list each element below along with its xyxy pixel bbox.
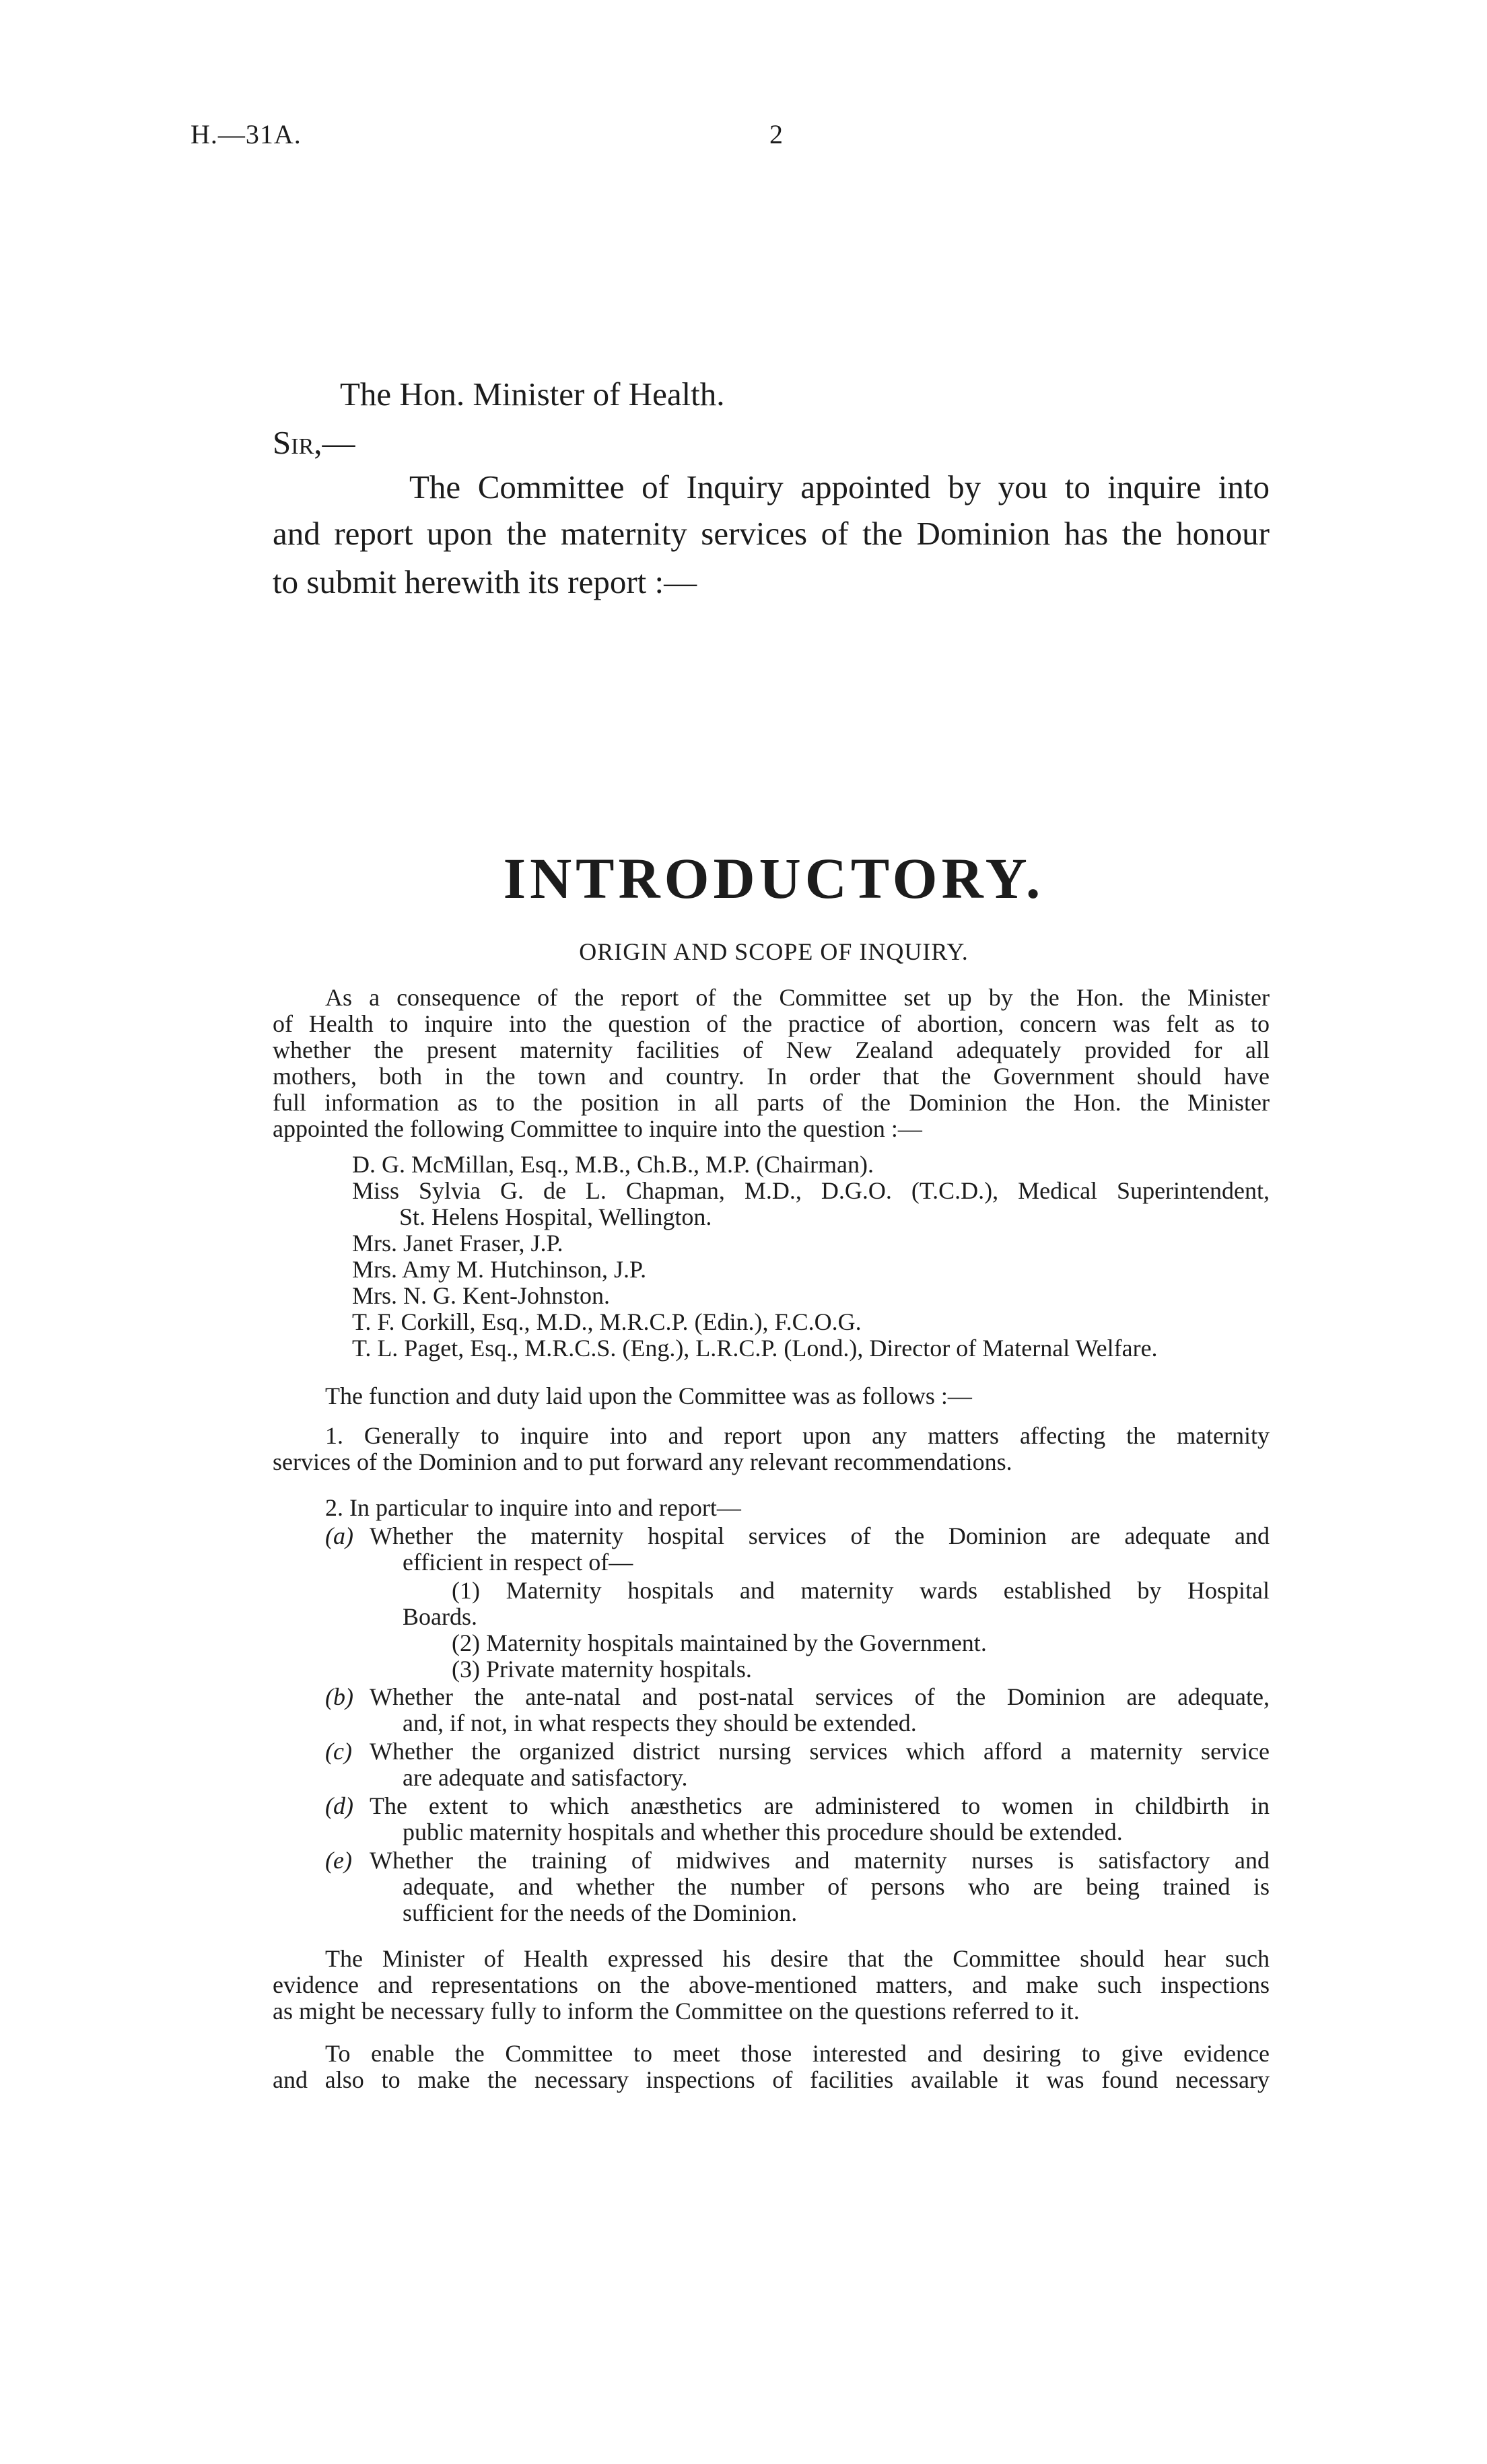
item-d-label: (d) — [325, 1792, 353, 1819]
addressee: The Hon. Minister of Health. — [340, 376, 725, 413]
member-entry: Mrs. Janet Fraser, J.P. — [352, 1230, 563, 1257]
closing-1-line: The Minister of Health expressed his desire that the Committee should hear such — [325, 1945, 1270, 1972]
intro-line: appointed the following Committee to inquire into the question :— — [273, 1115, 922, 1142]
item-e-line: sufficient for the needs of the Dominion. — [403, 1899, 798, 1926]
item-1-line: 1. Generally to inquire into and report upon any matters affecting the maternity — [325, 1422, 1270, 1449]
item-a-line: Whether the maternity hospital services of the Dominion are adequate and — [370, 1522, 1270, 1549]
item-e-label: (e) — [325, 1847, 352, 1874]
member-entry: Mrs. Amy M. Hutchinson, J.P. — [352, 1256, 647, 1283]
item-d-line: The extent to which anæsthetics are administered to women in childbirth in — [370, 1792, 1270, 1819]
item-2-intro: 2. In particular to inquire into and report— — [325, 1494, 741, 1521]
member-entry: D. G. McMillan, Esq., M.B., Ch.B., M.P. (Chairman). — [352, 1151, 874, 1178]
item-a2: (2) Maternity hospitals maintained by the Government. — [452, 1629, 987, 1656]
item-b-line: Whether the ante-natal and post-natal services of the Dominion are adequate, — [370, 1683, 1270, 1710]
item-c-label: (c) — [325, 1738, 352, 1765]
item-a-label: (a) — [325, 1522, 353, 1549]
item-e-line: Whether the training of midwives and maternity nurses is satisfactory and — [370, 1847, 1270, 1874]
closing-2-line: To enable the Committee to meet those interested and desiring to give evidence — [325, 2040, 1270, 2067]
section-title: INTRODUCTORY. — [503, 846, 1045, 911]
member-entry: Miss Sylvia G. de L. Chapman, M.D., D.G.O. (T.C.D.), Medical Superintendent, — [352, 1177, 1270, 1204]
item-a1-line: Boards. — [403, 1603, 477, 1630]
intro-line: whether the present maternity facilities of New Zealand adequately provided for all — [273, 1036, 1270, 1063]
document-reference: H.—31A. — [191, 119, 302, 149]
closing-1-line: as might be necessary fully to inform the Committee on the questions referred to it. — [273, 1998, 1080, 2025]
member-entry: T. L. Paget, Esq., M.R.C.S. (Eng.), L.R.C.P. (Lond.), Director of Maternal Welfare. — [352, 1335, 1158, 1362]
page-number: 2 — [769, 119, 784, 149]
member-entry: Mrs. N. G. Kent-Johnston. — [352, 1282, 610, 1309]
item-a-line: efficient in respect of— — [403, 1549, 633, 1576]
letter-line-3: to submit herewith its report :— — [273, 563, 697, 600]
intro-line: full information as to the position in all parts of the Dominion the Hon. the Minister — [273, 1089, 1270, 1116]
item-1-line: services of the Dominion and to put forward any relevant recommendations. — [273, 1448, 1012, 1475]
intro-line: mothers, both in the town and country. In order that the Government should have — [273, 1063, 1270, 1090]
closing-1-line: evidence and representations on the above-mentioned matters, and make such inspections — [273, 1971, 1270, 1998]
letter-line-1: The Committee of Inquiry appointed by you to inquire into — [409, 468, 1270, 505]
intro-line: of Health to inquire into the question of the practice of abortion, concern was felt as to — [273, 1010, 1270, 1037]
member-entry: T. F. Corkill, Esq., M.D., M.R.C.P. (Edin.), F.C.O.G. — [352, 1308, 862, 1335]
item-e-line: adequate, and whether the number of persons who are being trained is — [403, 1873, 1270, 1900]
section-subtitle: ORIGIN AND SCOPE OF INQUIRY. — [579, 938, 969, 965]
item-d-line: public maternity hospitals and whether this procedure should be extended. — [403, 1819, 1123, 1845]
item-a1-line: (1) Maternity hospitals and maternity wards established by Hospital — [452, 1577, 1270, 1604]
item-c-line: Whether the organized district nursing services which afford a maternity service — [370, 1738, 1270, 1765]
item-b-label: (b) — [325, 1683, 353, 1710]
function-intro: The function and duty laid upon the Committee was as follows :— — [325, 1382, 972, 1409]
item-a3: (3) Private maternity hospitals. — [452, 1656, 752, 1683]
letter-line-2: and report upon the maternity services of the Dominion has the honour — [273, 515, 1270, 552]
item-b-line: and, if not, in what respects they should be extended. — [403, 1710, 917, 1736]
intro-line: As a consequence of the report of the Committee set up by the Hon. the Minister — [325, 984, 1270, 1011]
item-c-line: are adequate and satisfactory. — [403, 1764, 688, 1791]
closing-2-line: and also to make the necessary inspections of facilities available it was found necessary — [273, 2066, 1270, 2093]
salutation: Sir,— — [273, 424, 355, 461]
member-entry-continued: St. Helens Hospital, Wellington. — [399, 1203, 712, 1230]
